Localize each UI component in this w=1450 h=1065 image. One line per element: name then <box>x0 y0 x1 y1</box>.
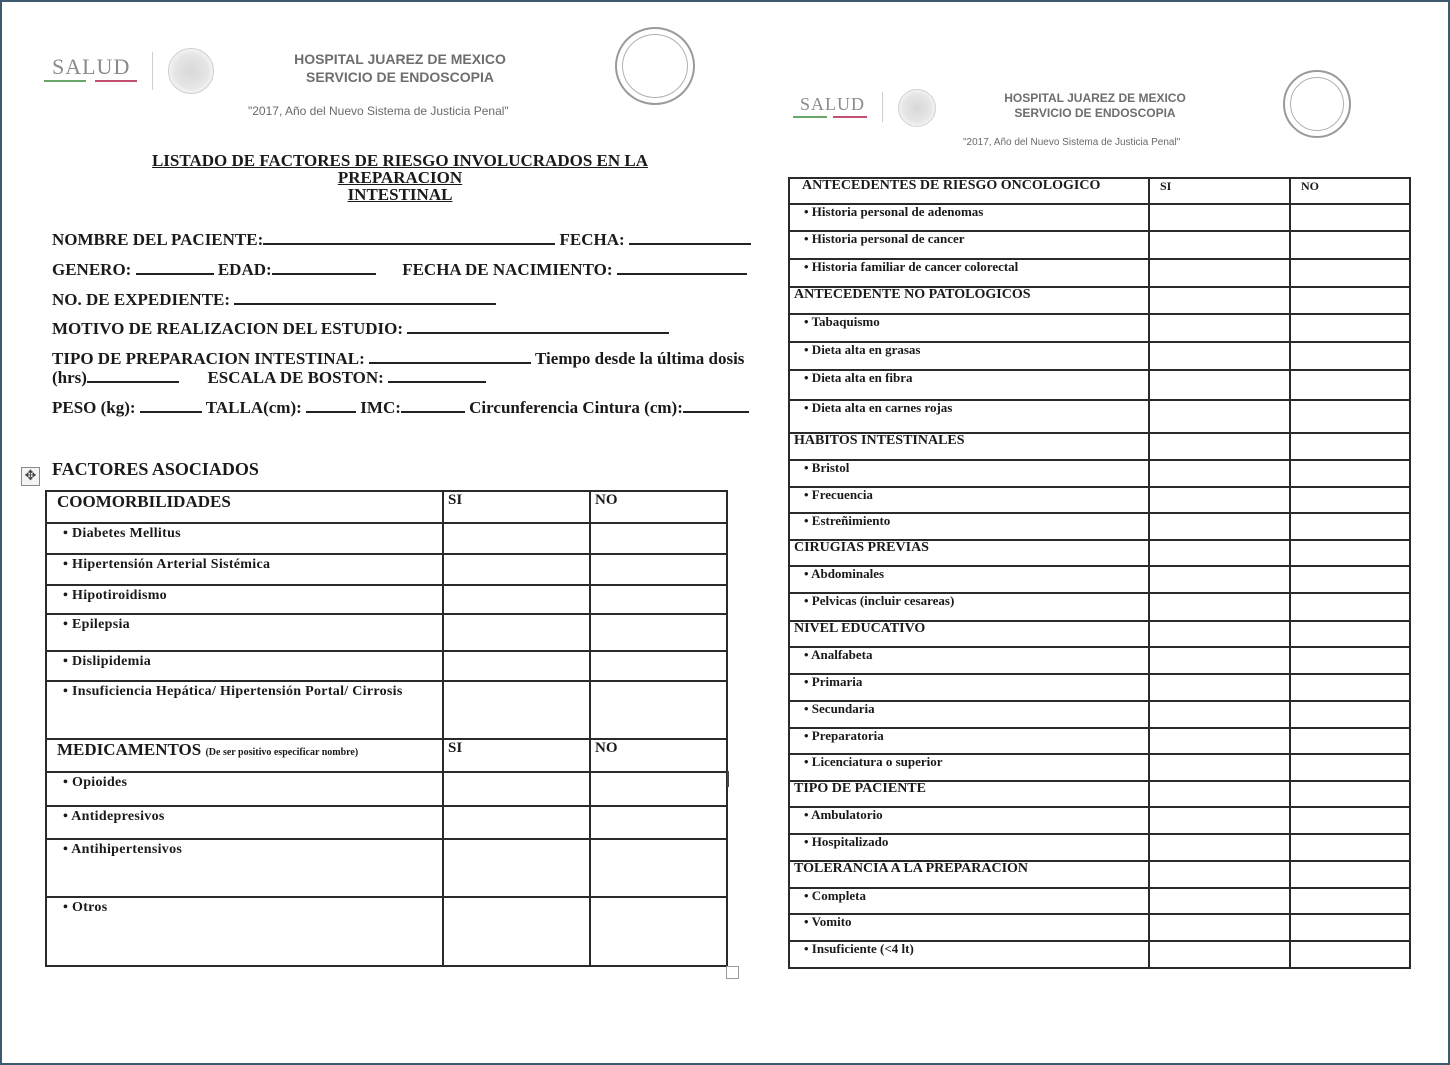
no-cell[interactable] <box>1290 259 1410 287</box>
col-no: NO <box>1290 178 1410 204</box>
no-cell[interactable] <box>1290 566 1410 593</box>
study-reason-label: MOTIVO DE REALIZACION DEL ESTUDIO: <box>52 319 404 338</box>
mexico-coat-of-arms-icon <box>898 89 936 127</box>
risk-factors-table <box>788 177 1411 969</box>
row-label: • Vomito <box>789 914 1149 941</box>
logo-divider <box>152 52 153 90</box>
si-cell[interactable] <box>1149 728 1290 754</box>
no-cell[interactable] <box>590 554 727 585</box>
si-cell[interactable] <box>1149 834 1290 861</box>
associated-factors-table <box>45 490 728 967</box>
row-label: • Hipotiroidismo <box>46 585 443 614</box>
table-row <box>789 834 1410 861</box>
hospital-seal-icon <box>615 27 695 105</box>
no-cell[interactable] <box>1290 647 1410 674</box>
table-row <box>789 941 1410 968</box>
table-row <box>46 585 727 614</box>
col-si: SI <box>443 491 590 523</box>
patient-name-field[interactable] <box>263 229 555 245</box>
table-row <box>789 888 1410 914</box>
row-label: • Tabaquismo <box>789 314 1149 342</box>
row-label: • Licenciatura o superior <box>789 754 1149 781</box>
table-move-handle-icon[interactable]: ✥ <box>21 467 40 486</box>
no-cell[interactable] <box>1290 674 1410 701</box>
hours-field[interactable] <box>87 367 179 383</box>
no-cell[interactable] <box>1290 513 1410 540</box>
no-cell[interactable] <box>590 806 727 839</box>
row-label: • Opioides <box>46 772 443 806</box>
no-cell[interactable] <box>1290 400 1410 433</box>
no-cell[interactable] <box>1290 487 1410 513</box>
section-header-row <box>789 861 1410 888</box>
patient-name-label: NOMBRE DEL PACIENTE: <box>52 230 264 249</box>
row-label: • Dieta alta en carnes rojas <box>789 400 1149 433</box>
age-field[interactable] <box>272 259 376 275</box>
medications-header-row <box>46 739 727 772</box>
row-label: • Frecuencia <box>789 487 1149 513</box>
table-row <box>789 460 1410 487</box>
hospital-seal-icon <box>1283 70 1351 138</box>
field-row-2 <box>52 259 747 280</box>
row-label: • Abdominales <box>789 566 1149 593</box>
field-row-7 <box>52 397 749 418</box>
prep-type-label: TIPO DE PREPARACION INTESTINAL: <box>52 349 365 368</box>
record-number-label: NO. DE EXPEDIENTE: <box>52 290 231 309</box>
form-title <box>90 152 710 203</box>
salud-logo-green-bar <box>793 116 827 118</box>
text-cursor <box>727 771 729 787</box>
boston-scale-field[interactable] <box>388 367 486 383</box>
si-cell[interactable] <box>443 554 590 585</box>
si-cell[interactable] <box>1149 593 1290 621</box>
no-cell[interactable] <box>1290 914 1410 941</box>
si-cell[interactable] <box>443 839 590 897</box>
si-cell[interactable] <box>1149 941 1290 968</box>
si-cell[interactable] <box>1149 914 1290 941</box>
form-title-line2: INTESTINAL <box>347 185 453 204</box>
table-row <box>789 728 1410 754</box>
si-cell[interactable] <box>1149 370 1290 400</box>
no-cell[interactable] <box>1290 701 1410 728</box>
si-cell[interactable] <box>1149 204 1290 231</box>
salud-logo-red-bar <box>95 80 137 82</box>
section-header-row <box>789 287 1410 314</box>
section-header: CIRUGIAS PREVIAS <box>789 540 1149 566</box>
row-label: • Analfabeta <box>789 647 1149 674</box>
field-row-3 <box>52 289 496 310</box>
no-cell[interactable] <box>590 614 727 651</box>
section-header: ANTECEDENTE NO PATOLOGICOS <box>789 287 1149 314</box>
si-cell[interactable] <box>1149 781 1290 807</box>
table-row <box>789 914 1410 941</box>
waist-label: Circunferencia Cintura (cm): <box>469 398 683 417</box>
row-label: • Hipertensión Arterial Sistémica <box>46 554 443 585</box>
mexico-coat-of-arms-icon <box>168 48 214 94</box>
row-label: • Estreñimiento <box>789 513 1149 540</box>
field-row-6 <box>52 367 486 388</box>
service-name: SERVICIO DE ENDOSCOPIA <box>305 68 494 85</box>
no-cell[interactable] <box>1290 370 1410 400</box>
row-label: • Completa <box>789 888 1149 914</box>
section-header-row <box>789 433 1410 460</box>
si-cell[interactable] <box>1149 513 1290 540</box>
salud-logo-green-bar <box>44 80 86 82</box>
table-row <box>789 204 1410 231</box>
si-cell[interactable] <box>443 806 590 839</box>
comorbidities-header: COOMORBILIDADES <box>46 491 443 523</box>
row-label: • Historia personal de cancer <box>789 231 1149 259</box>
time-since-dose-label: Tiempo desde la última dosis <box>535 349 745 368</box>
section-title: FACTORES ASOCIADOS <box>52 459 259 479</box>
row-label: • Secundaria <box>789 701 1149 728</box>
table-row <box>789 370 1410 400</box>
table-row <box>46 839 727 897</box>
table-row <box>789 314 1410 342</box>
bmi-label: IMC: <box>360 398 401 417</box>
table-resize-handle[interactable] <box>726 966 739 979</box>
si-cell[interactable] <box>443 651 590 681</box>
table-row <box>789 754 1410 781</box>
table-row <box>46 806 727 839</box>
no-cell[interactable] <box>1290 728 1410 754</box>
si-cell[interactable] <box>1149 807 1290 834</box>
table-row <box>46 897 727 966</box>
table-row <box>789 593 1410 621</box>
study-reason-field[interactable] <box>407 318 669 334</box>
si-cell[interactable] <box>443 897 590 966</box>
no-cell[interactable] <box>1290 314 1410 342</box>
medications-note: (De ser positivo especificar nombre) <box>205 747 359 758</box>
si-cell[interactable] <box>1149 621 1290 647</box>
si-cell[interactable] <box>1149 888 1290 914</box>
table-row <box>789 566 1410 593</box>
medications-title: MEDICAMENTOS <box>57 740 202 759</box>
si-cell[interactable] <box>1149 701 1290 728</box>
table-row <box>789 231 1410 259</box>
birthdate-field[interactable] <box>617 259 747 275</box>
si-cell[interactable] <box>443 681 590 739</box>
no-cell[interactable] <box>1290 342 1410 370</box>
hospital-name: HOSPITAL JUAREZ DE MEXICO <box>294 51 506 67</box>
si-cell[interactable] <box>1149 342 1290 370</box>
no-cell[interactable] <box>1290 834 1410 861</box>
no-cell[interactable] <box>1290 287 1410 314</box>
no-cell[interactable] <box>590 523 727 554</box>
row-label: • Insuficiente (<4 lt) <box>789 941 1149 968</box>
no-cell[interactable] <box>590 585 727 614</box>
col-no: NO <box>590 491 727 523</box>
field-row-5 <box>52 348 744 369</box>
birthdate-label: FECHA DE NACIMIENTO: <box>402 260 613 279</box>
letterhead-text <box>270 51 530 86</box>
no-cell[interactable] <box>1290 621 1410 647</box>
prep-type-field[interactable] <box>369 348 531 364</box>
row-label: • Historia familiar de cancer colorectal <box>789 259 1149 287</box>
weight-field[interactable] <box>140 397 202 413</box>
table-row <box>46 651 727 681</box>
hospital-name: HOSPITAL JUAREZ DE MEXICO <box>1004 91 1186 105</box>
table-row <box>789 807 1410 834</box>
no-cell[interactable] <box>1290 888 1410 914</box>
section-header: ANTECEDENTES DE RIESGO ONCOLOGICO <box>789 178 1149 204</box>
section-header-row <box>789 621 1410 647</box>
waist-field[interactable] <box>683 397 749 413</box>
si-cell[interactable] <box>443 585 590 614</box>
table-row <box>46 523 727 554</box>
si-cell[interactable] <box>1149 754 1290 781</box>
table-header-row <box>46 491 727 523</box>
row-label: • Hospitalizado <box>789 834 1149 861</box>
weight-label: PESO (kg): <box>52 398 136 417</box>
row-label: • Historia personal de adenomas <box>789 204 1149 231</box>
row-label: • Diabetes Mellitus <box>46 523 443 554</box>
table-row <box>46 681 727 739</box>
si-cell[interactable] <box>1149 287 1290 314</box>
salud-logo-red-bar <box>833 116 867 118</box>
table-row <box>789 701 1410 728</box>
date-field[interactable] <box>629 229 751 245</box>
si-cell[interactable] <box>1149 259 1290 287</box>
no-cell[interactable] <box>1290 204 1410 231</box>
row-label: • Dieta alta en grasas <box>789 342 1149 370</box>
bmi-field[interactable] <box>401 397 465 413</box>
no-cell[interactable] <box>590 772 727 806</box>
col-si: SI <box>443 739 590 772</box>
row-label: • Antihipertensivos <box>46 839 443 897</box>
salud-logo: SALUD <box>52 54 131 79</box>
no-cell[interactable] <box>590 897 727 966</box>
col-si: SI <box>1149 178 1290 204</box>
table-row <box>46 614 727 651</box>
si-cell[interactable] <box>1149 433 1290 460</box>
hours-label: (hrs) <box>52 368 87 387</box>
height-label: TALLA(cm): <box>205 398 302 417</box>
field-row-4 <box>52 318 669 339</box>
row-label: • Dislipidemia <box>46 651 443 681</box>
row-label: • Otros <box>46 897 443 966</box>
section-header: HABITOS INTESTINALES <box>789 433 1149 460</box>
row-label: • Primaria <box>789 674 1149 701</box>
si-cell[interactable] <box>1149 674 1290 701</box>
no-cell[interactable] <box>1290 781 1410 807</box>
si-cell[interactable] <box>1149 400 1290 433</box>
section-header-row <box>789 178 1410 204</box>
medications-header <box>46 739 443 772</box>
row-label: • Antidepresivos <box>46 806 443 839</box>
si-cell[interactable] <box>443 772 590 806</box>
date-label: FECHA: <box>559 230 625 249</box>
no-cell[interactable] <box>1290 941 1410 968</box>
row-label: • Insuficiencia Hepática/ Hipertensión Portal/ Cirrosis <box>46 681 443 739</box>
boston-scale-label: ESCALA DE BOSTON: <box>207 368 384 387</box>
form-title-line1: LISTADO DE FACTORES DE RIESGO INVOLUCRADOS EN LA PREPARACION <box>151 151 649 187</box>
no-cell[interactable] <box>1290 593 1410 621</box>
service-name: SERVICIO DE ENDOSCOPIA <box>1014 106 1176 120</box>
si-cell[interactable] <box>1149 487 1290 513</box>
no-cell[interactable] <box>590 651 727 681</box>
si-cell[interactable] <box>443 523 590 554</box>
si-cell[interactable] <box>1149 314 1290 342</box>
table-row <box>46 772 727 806</box>
si-cell[interactable] <box>1149 861 1290 888</box>
logo-divider <box>882 92 883 122</box>
salud-logo: SALUD <box>800 94 866 114</box>
si-cell[interactable] <box>1149 566 1290 593</box>
no-cell[interactable] <box>1290 754 1410 781</box>
table-row <box>789 513 1410 540</box>
row-label: • Bristol <box>789 460 1149 487</box>
table-row <box>789 487 1410 513</box>
table-row <box>789 259 1410 287</box>
risk-factors-body <box>789 178 1410 968</box>
row-label: • Ambulatorio <box>789 807 1149 834</box>
no-cell[interactable] <box>1290 231 1410 259</box>
si-cell[interactable] <box>1149 231 1290 259</box>
no-cell[interactable] <box>1290 540 1410 566</box>
table-row <box>789 400 1410 433</box>
si-cell[interactable] <box>443 614 590 651</box>
row-label: • Dieta alta en fibra <box>789 370 1149 400</box>
row-label: • Preparatoria <box>789 728 1149 754</box>
motto: "2017, Año del Nuevo Sistema de Justicia Penal" <box>248 104 509 118</box>
table-row <box>46 554 727 585</box>
si-cell[interactable] <box>1149 647 1290 674</box>
no-cell[interactable] <box>1290 460 1410 487</box>
section-header-row <box>789 540 1410 566</box>
no-cell[interactable] <box>1290 433 1410 460</box>
motto: "2017, Año del Nuevo Sistema de Justicia Penal" <box>963 137 1181 148</box>
no-cell[interactable] <box>590 839 727 897</box>
table-row <box>789 342 1410 370</box>
letterhead-text <box>970 91 1220 121</box>
record-number-field[interactable] <box>234 289 496 305</box>
section-header: TOLERANCIA A LA PREPARACION <box>789 861 1149 888</box>
age-label: EDAD: <box>217 260 272 279</box>
section-header: NIVEL EDUCATIVO <box>789 621 1149 647</box>
no-cell[interactable] <box>1290 861 1410 888</box>
row-label: • Pelvicas (incluir cesareas) <box>789 593 1149 621</box>
si-cell[interactable] <box>1149 540 1290 566</box>
gender-label: GENERO: <box>52 260 132 279</box>
row-label: • Epilepsia <box>46 614 443 651</box>
table-row <box>789 674 1410 701</box>
section-header-row <box>789 781 1410 807</box>
table-row <box>789 647 1410 674</box>
height-field[interactable] <box>306 397 356 413</box>
section-header: TIPO DE PACIENTE <box>789 781 1149 807</box>
no-cell[interactable] <box>590 681 727 739</box>
col-no: NO <box>590 739 727 772</box>
field-row-1 <box>52 229 751 250</box>
no-cell[interactable] <box>1290 807 1410 834</box>
si-cell[interactable] <box>1149 460 1290 487</box>
gender-field[interactable] <box>136 259 214 275</box>
